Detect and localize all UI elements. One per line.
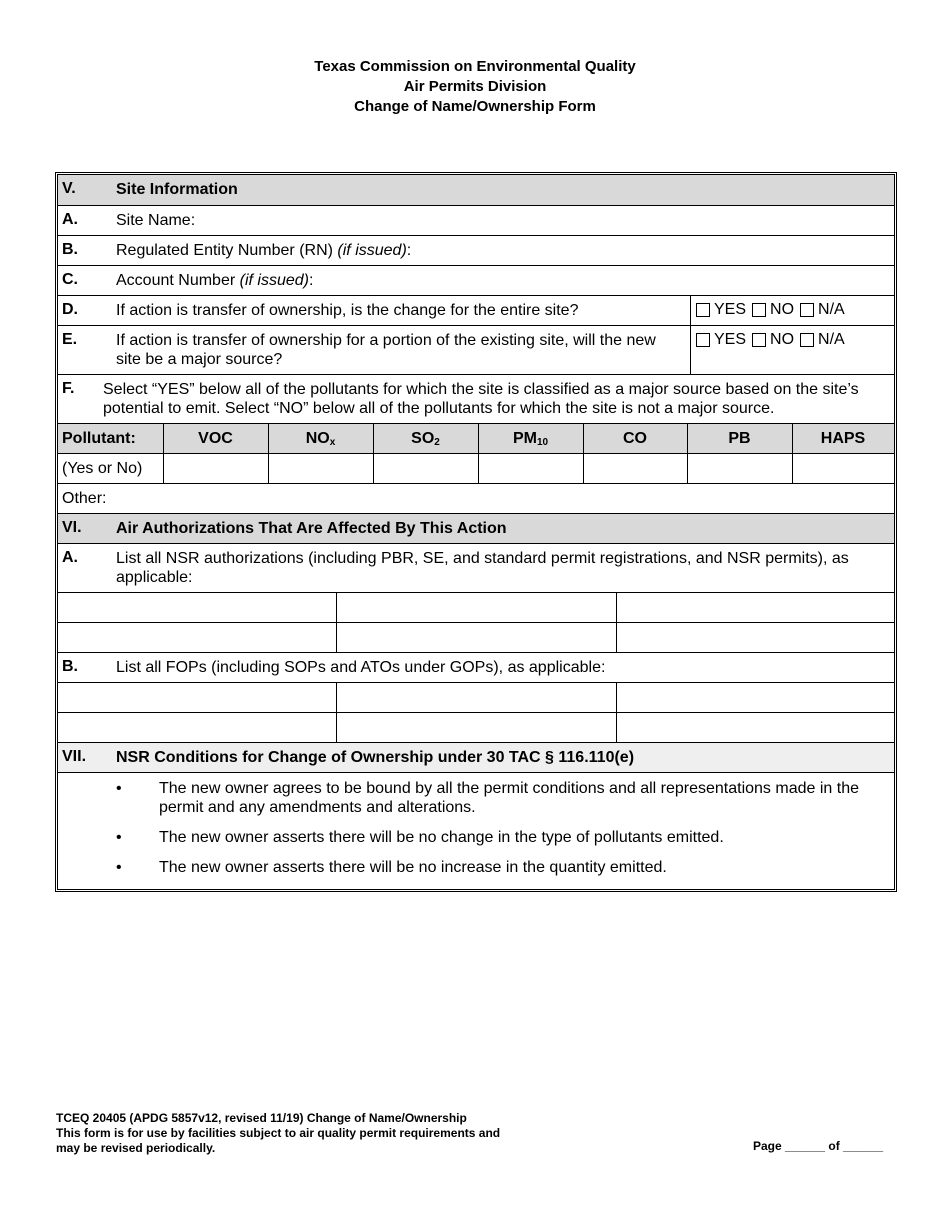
section-vi-number: VI. [62, 519, 82, 536]
footer-note-1: This form is for use by facilities subject to air quality permit requirements and [56, 1126, 501, 1140]
nsr-conditions-list [58, 773, 894, 889]
bullet-2-marker: • [116, 829, 122, 846]
condition-no-quantity-increase: The new owner asserts there will be no increase in the quantity emitted. [159, 859, 667, 876]
section-vi-title: Air Authorizations That Are Affected By This Action [116, 520, 507, 537]
account-label-suffix: : [308, 272, 314, 289]
entire-site-question: If action is transfer of ownership, is the change for the entire site? [116, 302, 579, 319]
fop-entry-cell[interactable] [336, 683, 616, 712]
so2-text: SO [411, 429, 435, 447]
fop-entry-cell[interactable] [336, 713, 616, 742]
fop-entry-row [58, 713, 894, 743]
no-label: NO [770, 331, 795, 348]
form-table [55, 172, 897, 892]
pb-header: PB [728, 429, 751, 447]
form-title: Change of Name/Ownership Form [354, 98, 596, 115]
footer-note-2: may be revised periodically. [56, 1141, 216, 1155]
row-label-c: C. [62, 271, 78, 288]
yes-checkbox[interactable] [696, 303, 710, 317]
page-number: Page ______ of ______ [753, 1139, 884, 1153]
co-answer-cell[interactable] [583, 454, 687, 483]
pm10-answer-cell[interactable] [478, 454, 583, 483]
pollutant-instructions: Select “YES” below all of the pollutants for which the site is classified as a major source based on the site’s potential to emit. Select “NO” below all of the pollutants for which the site is not a major source. [103, 381, 859, 417]
division-name: Air Permits Division [403, 78, 547, 95]
co-header: CO [623, 429, 647, 447]
yes-label: YES [714, 301, 747, 318]
entire-site-options [696, 301, 845, 319]
na-checkbox[interactable] [800, 303, 814, 317]
nsr-entry-row [58, 593, 894, 623]
nox-subscript: x [329, 437, 336, 448]
form-header [0, 57, 950, 117]
form-number: TCEQ 20405 (APDG 5857v12, revised 11/19) Change of Name/Ownership [56, 1111, 467, 1125]
pollutant-header-row [58, 424, 894, 454]
divider [690, 326, 691, 374]
voc-answer-cell[interactable] [163, 454, 268, 483]
account-label-italic: (if issued) [239, 272, 309, 289]
condition-no-pollutant-change: The new owner asserts there will be no change in the type of pollutants emitted. [159, 829, 724, 846]
pm10-header [478, 424, 583, 453]
major-source-options [696, 331, 845, 349]
nsr-entry-cell[interactable] [58, 593, 336, 622]
nsr-entry-cell[interactable] [336, 623, 616, 652]
nsr-entry-cell[interactable] [58, 623, 336, 652]
voc-header: VOC [198, 429, 233, 447]
pollutant-label: Pollutant: [62, 429, 136, 447]
row-label-e: E. [62, 331, 78, 348]
row-label-d: D. [62, 301, 78, 318]
row-label-vi-a: A. [62, 549, 78, 566]
section-vii-title: NSR Conditions for Change of Ownership under 30 TAC § 116.110(e) [116, 749, 635, 766]
section-vi-header [58, 514, 894, 544]
row-label-vi-b: B. [62, 658, 78, 675]
pollutant-instructions-row [58, 375, 894, 424]
bullet-3-marker: • [116, 859, 122, 876]
yes-or-no-label: (Yes or No) [62, 459, 143, 477]
na-checkbox[interactable] [800, 333, 814, 347]
yes-checkbox[interactable] [696, 333, 710, 347]
so2-answer-cell[interactable] [373, 454, 478, 483]
no-checkbox[interactable] [752, 303, 766, 317]
other-label: Other: [62, 490, 107, 507]
pollutant-answer-row [58, 454, 894, 484]
row-label-a: A. [62, 211, 78, 228]
nox-answer-cell[interactable] [268, 454, 373, 483]
fop-row [58, 653, 894, 683]
account-row[interactable] [58, 266, 894, 296]
section-v-number: V. [62, 180, 76, 197]
fop-instructions: List all FOPs (including SOPs and ATOs under GOPs), as applicable: [116, 659, 606, 676]
haps-header: HAPS [820, 429, 866, 447]
form-footer [56, 1111, 500, 1156]
account-label-text: Account Number [116, 272, 240, 289]
fop-entry-cell[interactable] [58, 713, 336, 742]
nox-header [268, 424, 373, 453]
section-vii-number: VII. [62, 748, 87, 765]
yes-label: YES [714, 331, 747, 348]
row-label-f: F. [62, 380, 75, 397]
rn-label [116, 241, 884, 260]
no-checkbox[interactable] [752, 333, 766, 347]
section-vii-header [58, 743, 894, 773]
fop-entry-cell[interactable] [58, 683, 336, 712]
other-row[interactable] [58, 484, 894, 514]
fop-entry-cell[interactable] [616, 683, 894, 712]
na-label: N/A [818, 301, 845, 318]
fop-entry-cell[interactable] [616, 713, 894, 742]
nsr-entry-row [58, 623, 894, 653]
rn-label-text: Regulated Entity Number (RN) [116, 242, 338, 259]
nsr-authorizations-instructions: List all NSR authorizations (including PBR, SE, and standard permit registrations, and NSR permits), as applicable: [116, 550, 849, 586]
divider [690, 296, 691, 325]
account-label [116, 271, 884, 290]
site-name-label: Site Name: [116, 212, 196, 229]
no-label: NO [770, 301, 795, 318]
agency-name: Texas Commission on Environmental Quality [314, 58, 636, 75]
rn-row[interactable] [58, 236, 894, 266]
row-label-b: B. [62, 241, 78, 258]
so2-header [373, 424, 478, 453]
haps-answer-cell[interactable] [792, 454, 894, 483]
pm10-subscript: 10 [536, 437, 549, 448]
section-v-title: Site Information [116, 181, 238, 198]
section-v-header [58, 175, 894, 206]
major-source-row [58, 326, 894, 375]
fop-entry-row [58, 683, 894, 713]
rn-label-italic: (if issued) [337, 242, 407, 259]
so2-subscript: 2 [434, 437, 440, 448]
nsr-entry-cell[interactable] [616, 593, 894, 622]
nsr-entry-cell[interactable] [336, 593, 616, 622]
nox-text: NO [305, 429, 330, 447]
entire-site-row [58, 296, 894, 326]
nsr-authorizations-row [58, 544, 894, 593]
na-label: N/A [818, 331, 845, 348]
bullet-1-marker: • [116, 780, 122, 797]
major-source-question: If action is transfer of ownership for a portion of the existing site, will the new site be a major source? [116, 332, 656, 368]
pm10-text: PM [512, 429, 537, 447]
nsr-entry-cell[interactable] [616, 623, 894, 652]
site-name-row[interactable] [58, 206, 894, 236]
condition-bound-by-permit: The new owner agrees to be bound by all the permit conditions and all representations made in the permit and any amendments and alterations. [159, 780, 859, 816]
rn-label-suffix: : [406, 242, 412, 259]
pb-answer-cell[interactable] [687, 454, 792, 483]
